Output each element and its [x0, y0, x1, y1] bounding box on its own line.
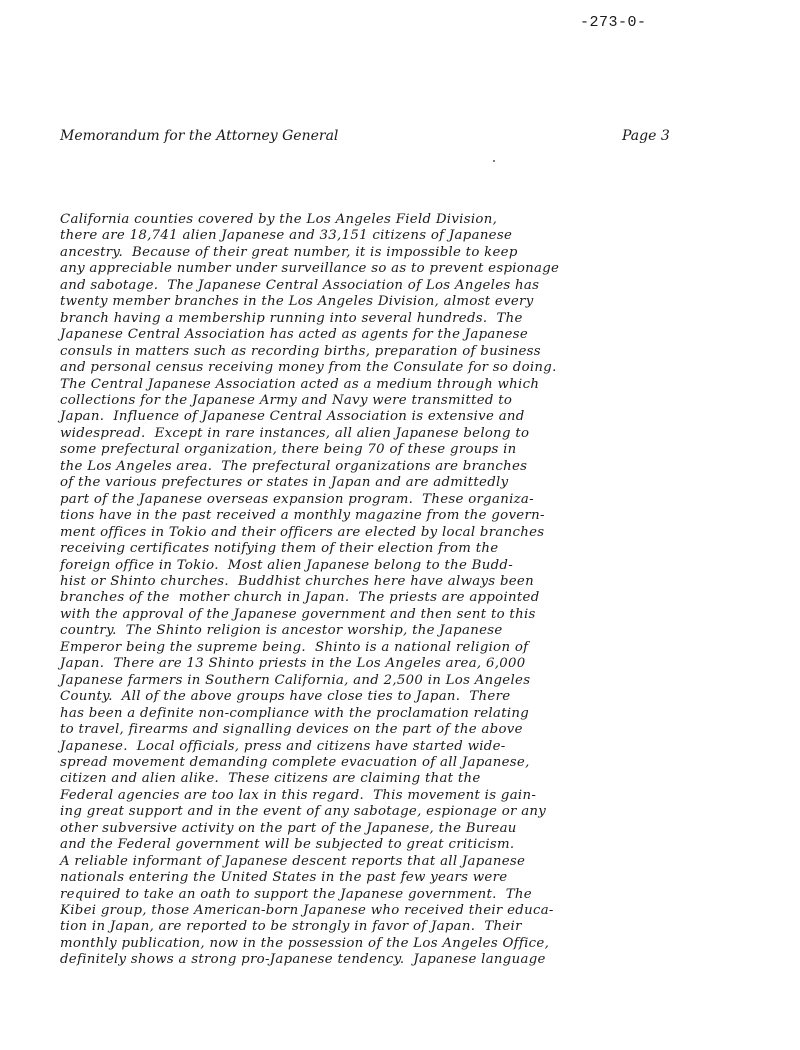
body-line: branches of the mother church in Japan. The priests are appointed [60, 590, 540, 606]
body-line: receiving certificates notifying them of their election from the [60, 541, 499, 557]
body-line: to travel, firearms and signalling devices on the part of the above [60, 722, 523, 738]
body-line: Kibei group, those American-born Japanese who received their educa- [60, 903, 554, 919]
body-line: A reliable informant of Japanese descent reports that all Japanese [60, 853, 526, 869]
body-line: Japanese farmers in Southern California, and 2,500 in Los Angeles [60, 672, 531, 688]
body-line: has been a definite non-compliance with the proclamation relating [60, 705, 530, 721]
body-line: monthly publication, now in the possession of the Los Angeles Office, [60, 935, 550, 951]
body-line: collections for the Japanese Army and Navy were transmitted to [60, 392, 513, 408]
body-line: other subversive activity on the part of the Japanese, the Bureau [60, 820, 517, 836]
body-line: Japan. There are 13 Shinto priests in the Los Angeles area, 6,000 [60, 656, 526, 672]
body-line: citizen and alien alike. These citizens are claiming that the [60, 771, 481, 787]
body-line: and personal census receiving money from the Consulate for so doing. [60, 360, 557, 376]
body-line: and sabotage. The Japanese Central Association of Los Angeles has [60, 277, 540, 293]
body-line: there are 18,741 alien Japanese and 33,151 citizens of Japanese [60, 228, 513, 244]
body-line: hist or Shinto churches. Buddhist churches here have always been [60, 573, 534, 589]
body-line: part of the Japanese overseas expansion program. These organiza- [60, 491, 534, 507]
memo-addressee: Memorandum for the Attorney General [60, 128, 339, 144]
body-line: California counties covered by the Los Angeles Field Division, [60, 212, 498, 227]
body-line: with the approval of the Japanese government and then sent to this [60, 606, 536, 622]
body-line: Japanese. Local officials, press and citizens have started wide- [60, 738, 506, 754]
body-line: the Los Angeles area. The prefectural organizations are branches [60, 458, 528, 474]
body-line: some prefectural organization, there being 70 of these groups in [60, 442, 517, 458]
body-line: nationals entering the United States in the past few years were [60, 870, 508, 886]
body-line: any appreciable number under surveillance so as to prevent espionage [60, 261, 560, 277]
scan-speck [493, 160, 495, 162]
body-line: Federal agencies are too lax in this regard. This movement is gain- [60, 787, 537, 803]
body-line: spread movement demanding complete evacuation of all Japanese, [60, 754, 530, 770]
page-label: Page 3 [622, 128, 670, 144]
body-line: County. All of the above groups have close ties to Japan. There [60, 689, 511, 705]
page-number: -273-0- [580, 14, 647, 31]
body-line: twenty member branches in the Los Angeles Division, almost every [60, 294, 534, 310]
body-line: definitely shows a strong pro-Japanese tendency. Japanese language [60, 952, 546, 968]
body-line: widespread. Except in rare instances, all alien Japanese belong to [60, 425, 530, 441]
body-line: branch having a membership running into several hundreds. The [60, 310, 523, 326]
body-line: ing great support and in the event of any sabotage, espionage or any [60, 804, 547, 820]
body-line: of the various prefectures or states in Japan and are admittedly [60, 475, 509, 491]
body-line: foreign office in Tokio. Most alien Japanese belong to the Budd- [60, 557, 514, 573]
body-line: Japan. Influence of Japanese Central Association is extensive and [60, 409, 525, 425]
body-line: ment offices in Tokio and their officers are elected by local branches [60, 524, 545, 540]
body-line: consuls in matters such as recording births, preparation of business [60, 343, 541, 359]
body-line: country. The Shinto religion is ancestor worship, the Japanese [60, 623, 503, 639]
body-line: The Central Japanese Association acted as a medium through which [60, 376, 540, 392]
body-line: Emperor being the supreme being. Shinto is a national religion of [60, 639, 529, 655]
body-line: and the Federal government will be subjected to great criticism. [60, 837, 515, 853]
body-line: required to take an oath to support the Japanese government. The [60, 886, 532, 902]
body-line: ancestry. Because of their great number, it is impossible to keep [60, 244, 518, 260]
body-line: tion in Japan, are reported to be strongly in favor of Japan. Their [60, 919, 522, 935]
body-line: Japanese Central Association has acted as agents for the Japanese [60, 327, 528, 343]
memo-body [60, 212, 780, 969]
body-line: tions have in the past received a monthly magazine from the govern- [60, 508, 545, 524]
